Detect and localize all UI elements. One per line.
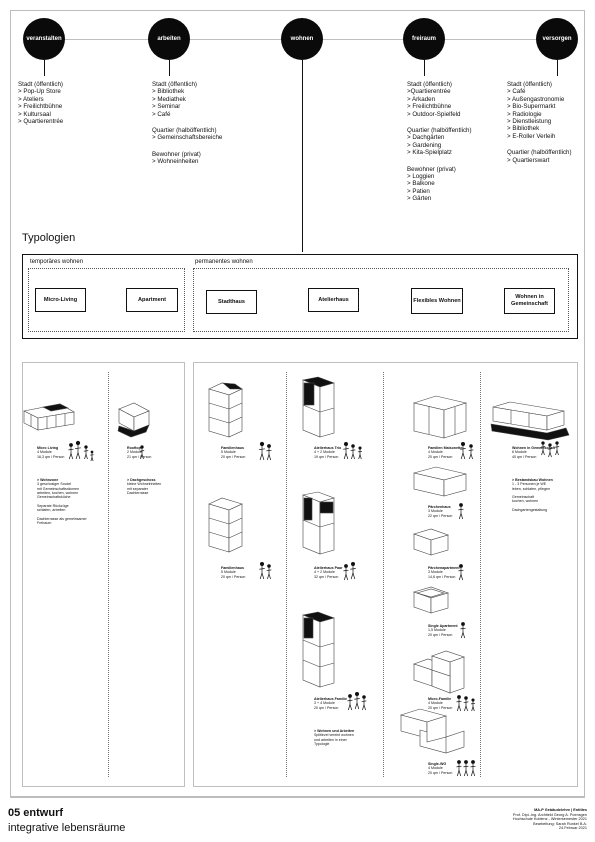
person-icon [347,694,352,710]
section-title: Typologien [22,232,76,244]
column-line: > Kultursaal [18,110,51,118]
column-line: Stadt (öffentlich) [18,81,63,88]
desc-line: Dachterrasse [127,490,149,495]
column-line: Bewohner (privat) [407,165,456,173]
module-detail: 20 qm / Person [221,454,246,459]
column-line: > Mediathek [152,95,186,103]
module-name: Pärchenhaus [428,505,451,509]
column-line: > Dachgärten [407,134,445,142]
module-detail: 20 qm / Person [314,705,339,710]
typology-label: Flexibles Wohnen [413,297,461,304]
module-detail: 14,6 qm / Person [428,574,456,579]
person-icon [470,760,475,776]
column-line: > Freilichtbühne [407,103,452,111]
footer-line [10,797,585,798]
module-name: Atelierhaus Paar [314,566,343,570]
credit-line: Bearbeitung: Sarah Runkel B.A. [533,821,587,826]
module-detail: 21 qm / Person [127,454,152,459]
person-icon [458,503,463,519]
module-detail: 5 Module [221,450,236,455]
credit-line: 24.Februar 2021 [558,826,587,831]
module-detail: 32 qm / Person [314,574,339,579]
module-name: Wohnen in Gemeinschaft [512,446,556,450]
temp-label: temporäres wohnen [30,259,84,265]
module-detail: 4 Module [428,766,443,771]
module-name: Familienhaus [221,566,244,570]
circle-label: wohnen [290,36,314,42]
column-line: > Gärten [407,195,432,203]
desc-line: leben, schlafen, pflegen [512,486,550,491]
module-detail: 20 qm / Person [221,574,246,579]
desc-line: Freiraum [37,520,52,525]
module-name: Atelierhaus Trio [314,446,342,450]
column-line: > Seminar [152,103,181,111]
desc-line: Dachterrasse als gemeinsamer [37,516,87,521]
module-detail: 20 qm / Person [428,770,453,775]
person-icon [458,564,463,580]
typology-label: Wohnen in Gemeinschaft [511,294,548,307]
module-detail: 4 Module [428,450,443,455]
module-detail: 40 qm / Person [512,454,537,459]
column-line: > Gemeinschaftsbereiche [152,134,223,142]
column-line: Stadt (öffentlich) [407,81,452,88]
column-line: > Café [507,88,526,96]
typology-label: Apartment [138,296,166,303]
column-line: >Quartierentrée [407,88,451,96]
column-line: > Pop-Up Store [18,88,61,96]
column-line: > Café [152,110,171,118]
desc-line: Dachgartengestaltung [512,508,548,513]
person-icon [541,442,545,455]
module-name: Micro Living [37,446,59,450]
person-icon [362,696,367,710]
column-line: > Wohneinheiten [152,158,199,166]
person-icon [469,445,474,459]
person-icon [266,444,271,460]
column-line: > Dienstleistung [507,118,552,126]
column-line: > Bibliothek [152,88,185,96]
module-detail: 4 Module [428,701,443,706]
module-detail: 3 Module [428,570,443,575]
column-line: > Gardening [407,141,442,149]
module-detail: 20 qm / Person [428,705,453,710]
module-name: Single Apartment [428,624,458,628]
module-detail: 20 qm / Person [428,632,453,637]
module-detail: 5 Module [221,570,236,575]
person-icon [471,699,475,711]
credit-line: MA-P Gebäudelehre | Entitles [534,808,587,812]
desc-line: arbeiten, kochen, wohnen [37,490,79,495]
person-icon [343,564,348,580]
person-icon [456,760,461,776]
module-detail: 1,5 Module [428,628,446,633]
column-line: > E-Roller Verleih [507,132,556,140]
desc-line: Gemeinschaftsküche [37,495,71,500]
person-icon [456,695,461,711]
desc-line: Separate Rückzüge [37,503,69,508]
person-icon [90,451,93,461]
person-icon [267,565,272,579]
column-line: > Patien [407,187,430,195]
person-icon [464,697,469,711]
column-line: Quartier (halböffentlich) [507,149,572,157]
column-line: Quartier (halböffentlich) [407,127,472,135]
column-line: > Loggien [407,173,435,181]
person-icon [343,442,348,459]
module-name: Pärchenapartment [428,566,460,570]
module-name: Single-WG [428,762,447,766]
module-detail: 16,3 qm / Person [37,454,65,459]
column-line: > Outdoor-Spielfeld [407,110,461,118]
column-line: > Radiologie [507,110,542,118]
desc-line: und arbeiten in einer [314,737,347,742]
typology-label: Atelierhaus [318,296,349,303]
footer-subtitle: integrative lebensräume [8,822,126,834]
module-detail: 6 Module [512,450,527,455]
module-detail: 2 Module [127,450,142,455]
desc-line: kochen, wohnen [512,499,539,504]
person-icon [350,562,355,579]
person-icon [84,446,88,459]
column-line: > Bio-Supermarkt [507,103,556,111]
module-detail: 3 Module [428,509,443,514]
person-icon [548,444,552,457]
desc-line: > Wohnen und Arbeiten [314,729,355,733]
footer-title: 05 entwurf [8,807,64,819]
module-name: Familienhaus [221,446,244,450]
module-name: Rooftop [127,446,141,450]
person-icon [68,443,73,459]
module-name: Atelierhaus Familie [314,697,347,701]
column-line: > Freilichtbühne [18,103,63,111]
module-detail: 4 + 2 Module [314,450,335,455]
module-detail: 4 Module [37,450,52,455]
column-line: Bewohner (privat) [152,150,201,158]
person-icon [358,447,362,459]
module-detail: 20 qm / Person [428,454,453,459]
circle-label: veranstalten [26,36,62,42]
typology-label: Stadthaus [217,298,246,305]
desc-line: > Bestandsbau Wohnen [512,478,553,482]
module-name: Micro-Familie [428,697,452,701]
column-line: > Quartierentrée [18,118,64,126]
perm-label: permanentes wohnen [195,259,253,265]
column-line: > Balkone [407,180,435,188]
person-icon [259,562,264,579]
module-detail: 22 qm / Person [428,513,453,518]
typology-label: Micro-Living [43,296,78,303]
person-icon [555,442,559,455]
desc-line: Splitlevel vereint wohnen [314,733,354,738]
column-line: Stadt (öffentlich) [507,81,552,88]
module-detail: 4 + 2 Module [314,570,335,575]
desc-line: > Dachgeschoss [127,478,156,482]
module-detail: 19 qm / Person [314,454,339,459]
desc-line: Gemeinschaft [512,495,535,500]
module-detail: 3 + 4 Module [314,701,335,706]
circle-label: freiraum [411,36,436,42]
footer-credits [513,808,587,831]
desc-line: mit separater [127,486,148,491]
desc-line: 3 geschosiger Sockel [37,482,72,487]
person-icon [351,445,356,459]
column-line: > Außengastronomie [507,95,565,103]
desc-line: mit Gemeinschaftsräumen [37,486,79,491]
credit-line: Prof. Dipl.-Ing. Architekt Georg A. Poensgen [512,812,587,817]
column-line: > Arkaden [407,95,436,103]
desc-line: 1 - 3 Personen je WE [512,482,547,487]
circle-label: versorgen [542,36,572,42]
desc-line: > Wohnzone [37,478,59,482]
column-line: > Quartierswart [507,156,550,164]
person-icon [460,622,465,638]
column-line: > Bibliothek [507,125,540,133]
column-line: Stadt (öffentlich) [152,81,197,88]
desc-line: Typologie [314,741,330,746]
desc-line: kleine Wohneinheiten [127,482,162,487]
circle-label: arbeiten [157,36,181,42]
person-icon [354,692,359,709]
column-line: > Kita-Spielplatz [407,149,452,157]
person-icon [463,760,468,776]
column-line: > Ateliers [18,95,44,103]
credit-line: Hochschule Koblenz - Wintersemester 2021 [512,817,587,822]
person-icon [140,446,144,459]
module-name: Familien Maisonette [428,446,463,450]
column-line: Quartier (halböffentlich) [152,127,217,135]
person-icon [75,441,81,459]
person-icon [259,442,265,460]
person-icon [460,442,465,459]
desc-line: schlafen, arbeiten [37,508,66,513]
